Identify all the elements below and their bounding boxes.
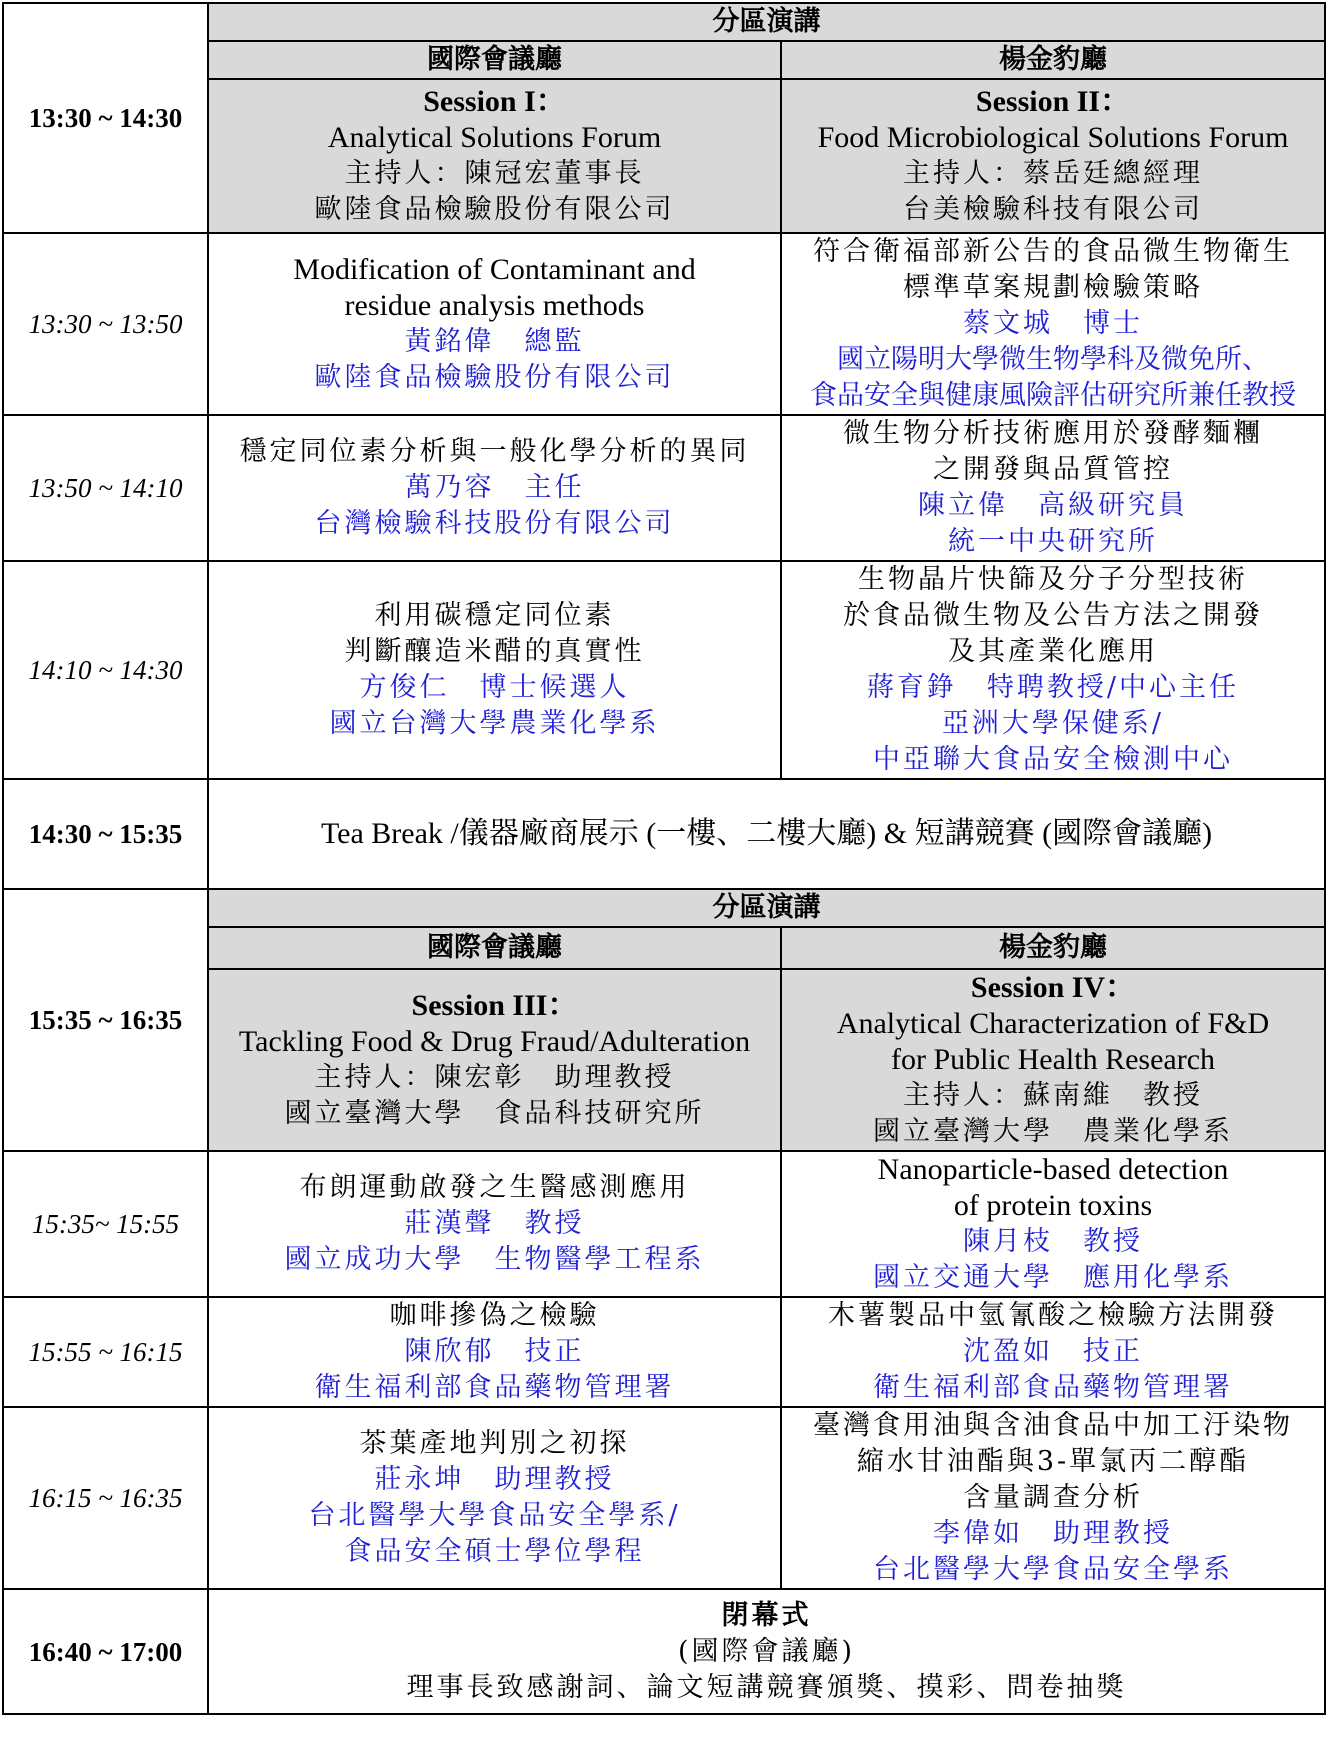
- talk-title: residue analysis methods: [344, 289, 645, 322]
- session-label: Session II：: [975, 85, 1131, 118]
- affiliation: 衛生福利部食品藥物管理署: [314, 1372, 675, 1403]
- affiliation: 國立陽明大學微生物學科及微免所、: [837, 344, 1269, 375]
- speaker: 陳欣郁 技正: [404, 1336, 585, 1367]
- time-cell: 13:30 ~ 14:30: [3, 3, 208, 233]
- affiliation: 歐陸食品檢驗股份有限公司: [314, 362, 675, 393]
- session-host: 主持人：陳冠宏董事長: [344, 158, 645, 189]
- session-org: 歐陸食品檢驗股份有限公司: [314, 194, 675, 225]
- affiliation: 國立成功大學 生物醫學工程系: [284, 1244, 705, 1275]
- session-title: for Public Health Research: [890, 1043, 1216, 1076]
- talk-title: 標準草案規劃檢驗策略: [903, 272, 1203, 303]
- room-left: 國際會議廳: [208, 41, 781, 79]
- time-cell: 14:30 ~ 15:35: [3, 779, 208, 889]
- session-title: Food Microbiological Solutions Forum: [817, 121, 1289, 154]
- talk-row: [3, 561, 1325, 779]
- talk-title: 生物晶片快篩及分子分型技術: [858, 564, 1248, 595]
- talk-right: [781, 1151, 1325, 1297]
- talk-left: [208, 1297, 781, 1407]
- speaker: 蔣育錚 特聘教授/中心主任: [866, 672, 1240, 703]
- speaker: 黃銘偉 總監: [404, 326, 585, 357]
- talk-left: [208, 1407, 781, 1589]
- session-org: 國立臺灣大學 食品科技研究所: [284, 1098, 705, 1129]
- section-title: 分區演講: [208, 3, 1325, 41]
- talk-left: [208, 1151, 781, 1297]
- speaker: 莊漢聲 教授: [404, 1208, 585, 1239]
- affiliation: 台灣檢驗科技股份有限公司: [314, 508, 675, 539]
- session-left: [208, 79, 781, 233]
- talk-row: [3, 1151, 1325, 1297]
- break-label: Tea Break /儀器廠商展示 (一樓、二樓大廳) & 短講競賽 (國際會議廳): [320, 817, 1213, 850]
- talk-left: [208, 561, 781, 779]
- talk-title: 之開發與品質管控: [933, 454, 1173, 485]
- closing-title: 閉幕式: [721, 1599, 812, 1631]
- speaker: 陳月枝 教授: [963, 1226, 1143, 1257]
- session-title: Tackling Food & Drug Fraud/Adulteration: [238, 1025, 751, 1058]
- closing-content: [208, 1589, 1325, 1714]
- section-title: 分區演講: [208, 889, 1325, 927]
- closing-row: [3, 1589, 1325, 1714]
- talk-row: [3, 415, 1325, 561]
- talk-title: 穩定同位素分析與一般化學分析的異同: [239, 436, 750, 467]
- talk-title: 縮水甘油酯與3-單氯丙二醇酯: [856, 1446, 1250, 1477]
- room-right: 楊金豹廳: [781, 927, 1325, 969]
- section-header-row: [3, 3, 1325, 41]
- time-cell: 13:30 ~ 13:50: [3, 233, 208, 415]
- section-header-row: [3, 889, 1325, 927]
- speaker: 李偉如 助理教授: [933, 1518, 1173, 1549]
- talk-right: [781, 1297, 1325, 1407]
- talk-title: 咖啡摻偽之檢驗: [389, 1300, 600, 1331]
- affiliation: 國立交通大學 應用化學系: [873, 1262, 1233, 1293]
- talk-title: 臺灣食用油與含油食品中加工汙染物: [813, 1410, 1293, 1441]
- talk-title: Modification of Contaminant and: [293, 253, 696, 286]
- speaker: 莊永坤 助理教授: [374, 1464, 615, 1495]
- time-cell: 16:40 ~ 17:00: [3, 1589, 208, 1714]
- session-org: 國立臺灣大學 農業化學系: [873, 1116, 1233, 1147]
- speaker: 蔡文城 博士: [963, 308, 1143, 339]
- session-right: [781, 969, 1325, 1151]
- room-left: 國際會議廳: [208, 927, 781, 969]
- affiliation: 中亞聯大食品安全檢測中心: [873, 744, 1233, 775]
- affiliation: 台北醫學大學食品安全學系/: [308, 1500, 681, 1531]
- talk-title: 及其產業化應用: [948, 636, 1158, 667]
- session-label: Session IV：: [970, 971, 1136, 1004]
- speaker: 萬乃容 主任: [404, 472, 585, 503]
- talk-right: [781, 561, 1325, 779]
- talk-title: 微生物分析技術應用於發酵麵糰: [843, 418, 1263, 449]
- time-cell: 15:35~ 15:55: [3, 1151, 208, 1297]
- session-host: 主持人：蘇南維 教授: [903, 1080, 1203, 1111]
- time-cell: 15:35 ~ 16:35: [3, 889, 208, 1151]
- affiliation: 台北醫學大學食品安全學系: [873, 1554, 1233, 1585]
- talk-title: 於食品微生物及公告方法之開發: [843, 600, 1263, 631]
- session-host: 主持人：蔡岳廷總經理: [903, 158, 1203, 189]
- session-label: Session III：: [411, 989, 578, 1022]
- talk-title: 布朗運動啟發之生醫感測應用: [299, 1172, 690, 1203]
- affiliation: 統一中央研究所: [948, 526, 1158, 557]
- talk-left: [208, 415, 781, 561]
- talk-row: [3, 1297, 1325, 1407]
- time-cell: 16:15 ~ 16:35: [3, 1407, 208, 1589]
- talk-title: 利用碳穩定同位素: [374, 600, 615, 631]
- time-cell: 15:55 ~ 16:15: [3, 1297, 208, 1407]
- talk-title: 木薯製品中氫氰酸之檢驗方法開發: [828, 1300, 1278, 1331]
- talk-title: of protein toxins: [953, 1189, 1153, 1222]
- speaker: 陳立偉 高級研究員: [918, 490, 1188, 521]
- talk-row: [3, 1407, 1325, 1589]
- speaker: 沈盈如 技正: [963, 1336, 1143, 1367]
- affiliation: 衛生福利部食品藥物管理署: [873, 1372, 1233, 1403]
- session-title: Analytical Solutions Forum: [327, 121, 662, 154]
- agenda-table: [2, 2, 1326, 1715]
- affiliation: 食品安全碩士學位學程: [344, 1536, 645, 1567]
- talk-title: 含量調查分析: [963, 1482, 1143, 1513]
- session-host: 主持人：陳宏彰 助理教授: [314, 1062, 675, 1093]
- talk-right: [781, 233, 1325, 415]
- session-right: [781, 79, 1325, 233]
- session-title: Analytical Characterization of F&D: [836, 1007, 1270, 1040]
- time-cell: 14:10 ~ 14:30: [3, 561, 208, 779]
- session-org: 台美檢驗科技有限公司: [903, 194, 1203, 225]
- session-left: [208, 969, 781, 1151]
- affiliation: 國立台灣大學農業化學系: [329, 708, 660, 739]
- talk-left: [208, 233, 781, 415]
- affiliation: 食品安全與健康風險評估研究所兼任教授: [810, 380, 1296, 411]
- talk-right: [781, 1407, 1325, 1589]
- room-right: 楊金豹廳: [781, 41, 1325, 79]
- closing-venue: (國際會議廳): [677, 1635, 856, 1667]
- affiliation: 亞洲大學保健系/: [941, 708, 1165, 739]
- talk-title: 符合衛福部新公告的食品微生物衛生: [813, 236, 1293, 267]
- break-text: [208, 779, 1325, 889]
- talk-row: [3, 233, 1325, 415]
- talk-title: 判斷釀造米醋的真實性: [344, 636, 645, 667]
- break-row: [3, 779, 1325, 889]
- time-cell: 13:50 ~ 14:10: [3, 415, 208, 561]
- speaker: 方俊仁 博士候選人: [359, 672, 630, 703]
- talk-right: [781, 415, 1325, 561]
- talk-title: Nanoparticle-based detection: [877, 1153, 1229, 1186]
- talk-title: 茶葉產地判別之初探: [359, 1428, 630, 1459]
- session-label: Session I：: [423, 85, 566, 118]
- closing-desc: 理事長致感謝詞、論文短講競賽頒獎、摸彩、問卷抽獎: [406, 1671, 1127, 1703]
